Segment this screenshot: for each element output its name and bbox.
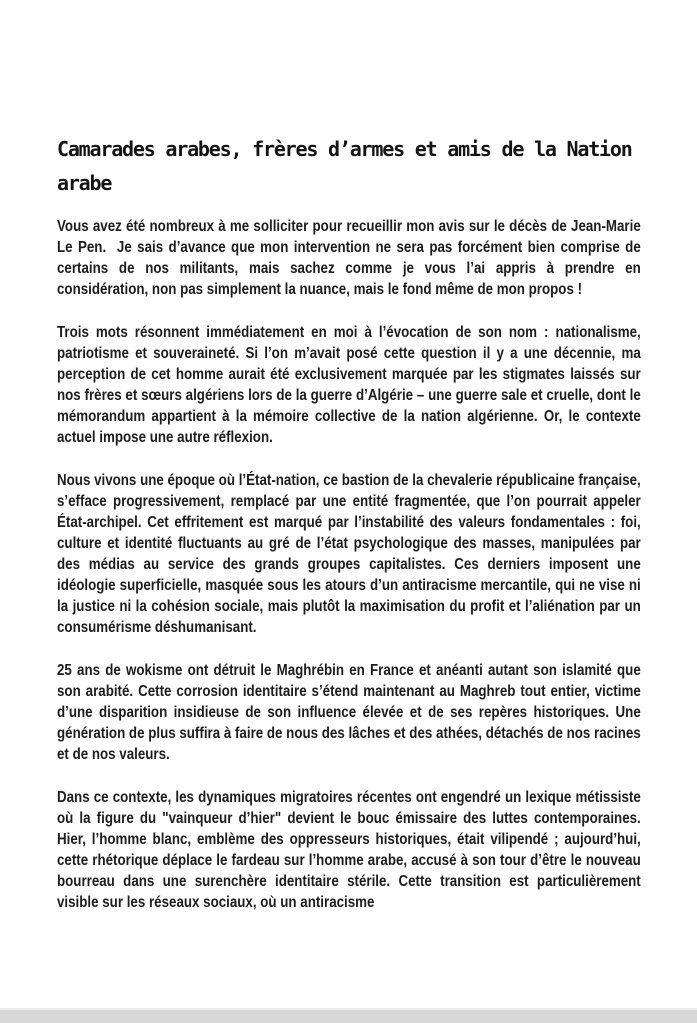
page-title: Camarades arabes, frères d’armes et amis de la Nation arabe bbox=[57, 137, 632, 195]
paragraph: Trois mots résonnent immédiatement en moi à l’évocation de son nom : nationalisme, patriotisme et souveraineté. Si l’on m’avait posé cette question il y a une décennie, ma perception de cet homme aurait été exclusivement marquée par les stigmates laissés sur nos frères et sœurs algériens lors de la guerre d’Algérie – une guerre sale et cruelle, dont le mémorandum appartient à la mémoire collective de la nation algérienne. Or, le contexte actuel impose une autre réflexion. bbox=[57, 324, 641, 446]
paragraph: Dans ce contexte, les dynamiques migratoires récentes ont engendré un lexique métissiste où la figure du "vainqueur d’hier" devient le bouc émissaire des luttes contemporaines. Hier, l’homme blanc, emblème des oppresseurs historiques, était vilipendé ; aujourd’hui, cette rhétorique déplace le fardeau sur l’homme arabe, accusé à son tour d’être le nouveau bourreau dans une surenchère identitaire stérile. Cette transition est particulièrement visible sur les réseaux sociaux, où un antiracisme bbox=[57, 789, 641, 911]
footer-bar bbox=[0, 1008, 697, 1023]
paragraph: Vous avez été nombreux à me solliciter pour recueillir mon avis sur le décès de Jean-Marie Le Pen. Je sais d’avance que mon intervention ne sera pas forcément bien comprise de certains de nos militants, mais sachez comme je vous l’ai appris à prendre en considération, non pas simplement la nuance, mais le fond même de mon propos ! bbox=[57, 218, 641, 298]
body-text bbox=[57, 216, 641, 913]
paragraph: Nous vivons une époque où l’État-nation, ce bastion de la chevalerie républicaine française, s’efface progressivement, remplacé par une entité fragmentée, que l’on pourrait appeler État-archipel. Cet effritement est marqué par l’instabilité des valeurs fondamentales : foi, culture et identité fluctuants au gré de l’état psychologique des masses, manipulées par des médias au service des grands groupes capitalistes. Ces derniers imposent une idéologie superficielle, masquée sous les atours d’un antiracisme mercantile, qui ne vise ni la justice ni la cohésion sociale, mais plutôt la maximisation du profit et l’aliénation par un consumérisme déshumanisant. bbox=[57, 472, 641, 636]
paragraph: 25 ans de wokisme ont détruit le Maghrébin en France et anéanti autant son islamité que son arabité. Cette corrosion identitaire s’étend maintenant au Maghreb tout entier, victime d’une disparition insidieuse de son influence élevée et de ses repères historiques. Une génération de plus suffira à faire de nous des lâches et des athées, détachés de nos racines et de nos valeurs. bbox=[57, 662, 641, 763]
content-area bbox=[57, 132, 641, 913]
